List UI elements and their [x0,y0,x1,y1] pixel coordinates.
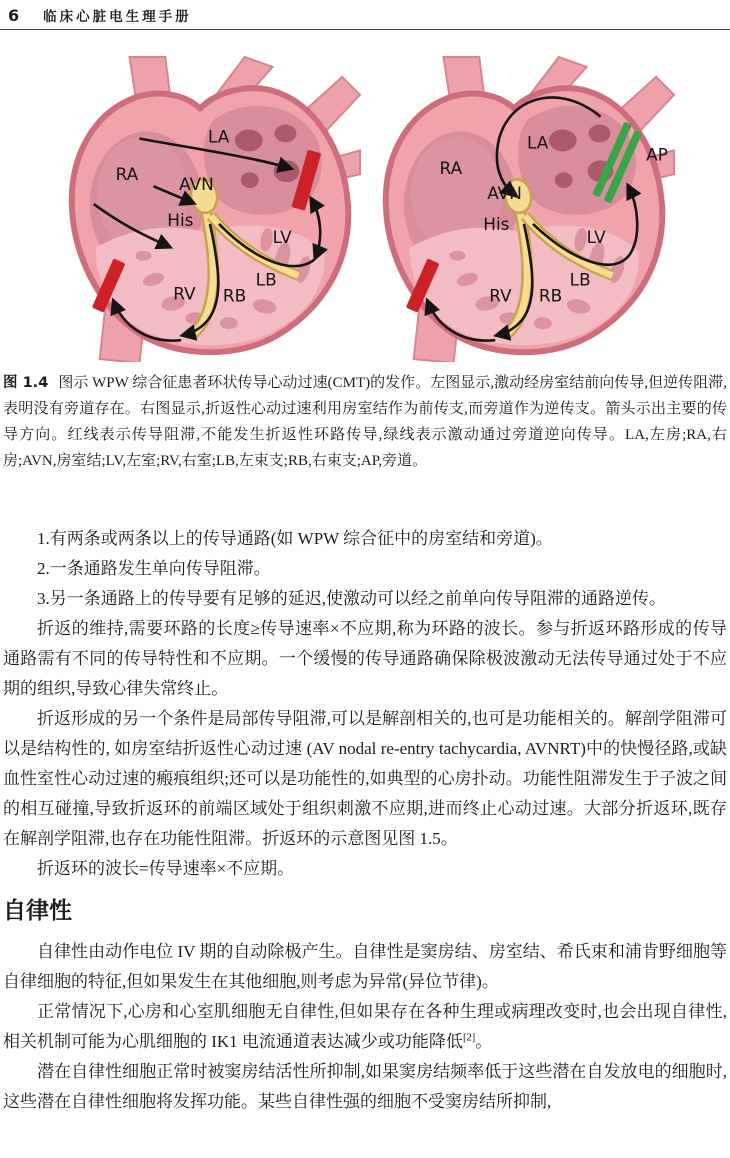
body-text [3,524,727,1117]
list-item-2: 2.一条通路发生单向传导阻滞。 [37,559,271,578]
label-lv: LV [586,226,606,247]
paragraph-automaticity-1: 自律性由动作电位 IV 期的自动除极产生。自律性是窦房结、房室结、希氏束和浦肯野细胞等自律细胞的特征,但如果发生在其他细胞,则考虑为异常(异位节律)。 [3,942,727,991]
figure-caption-label: 图 1.4 [3,375,49,391]
reference-2: [2] [462,1032,476,1044]
paragraph-automaticity-3: 潜在自律性细胞正常时被窦房结活性所抑制,如果窦房结频率低于这些潜在自发放电的细胞时,这些潜在自律性细胞将发挥功能。某些自律性强的细胞不受窦房结所抑制, [3,1062,727,1111]
label-avn: AVN [487,183,522,204]
label-ap: AP [646,144,668,165]
label-ra: RA [115,164,139,185]
paragraph-automaticity-2-text: 正常情况下,心房和心室肌细胞无自律性,但如果存在各种生理或病理改变时,也会出现自律性,相关机制可能为心肌细胞的 IK1 电流通道表达减少或功能降低 [3,1002,727,1051]
book-title: 临床心脏电生理手册 [43,9,192,24]
label-lb: LB [255,269,277,290]
label-la: LA [207,126,230,147]
paragraph-wavelength: 折返环的波长=传导速率×不应期。 [37,859,295,878]
page-number: 6 [8,6,20,25]
label-his: His [483,213,510,234]
section-heading-automaticity: 自律性 [3,898,72,924]
list-item-3: 3.另一条通路上的传导要有足够的延迟,使激动可以经之前单向传导阻滞的通路逆传。 [37,589,666,608]
label-la: LA [526,132,549,153]
list-item-1: 1.有两条或两条以上的传导通路(如 WPW 综合征中的房室结和旁道)。 [37,529,553,548]
label-rv: RV [173,283,196,304]
figure-caption [3,370,727,474]
paragraph-automaticity-2-end: 。 [475,1032,493,1051]
heart-diagram-right [368,56,676,362]
label-rv: RV [489,285,512,306]
paragraph-reentry-block: 折返形成的另一个条件是局部传导阻滞,可以是解剖相关的,也可是功能相关的。解剖学阻滞可以是结构性的, 如房室结折返性心动过速 (AV nodal re-entry tachycardia, AVNRT)中的快慢径路,或缺血性室性心动过速的瘢痕组织;还可以是功能性的,如典型的心房扑动。功能性阻滞发生于子波之间的相互碰撞,导致折返环的前端区域处于组织刺激不应期,进而终止心动过速。大部分折返环,既存在解剖学阻滞,也存在功能性阻滞。折返环的示意图见图 1.5。 [3,709,727,848]
label-lb: LB [569,269,591,290]
figure-1-4 [0,56,730,362]
paragraph-reentry-maintain: 折返的维持,需要环路的长度≥传导速率×不应期,称为环路的波长。参与折返环路形成的传导通路需有不同的传导特性和不应期。一个缓慢的传导通路确保除极波激动无法传导通过处于不应期的组织,导致心律失常终止。 [3,619,727,698]
label-rb: RB [538,285,563,306]
heart-diagram-left [54,56,362,362]
figure-caption-text: 图示 WPW 综合征患者环状传导心动过速(CMT)的发作。左图显示,激动经房室结前向传导,但逆传阻滞,表明没有旁道存在。右图显示,折返性心动过速利用房室结作为前传支,而旁道作为逆传支。箭头示出主要的传导方向。红线表示传导阻滞,不能发生折返性环路传导,绿线表示激动通过旁道逆向传导。LA,左房;RA,右房;AVN,房室结;LV,左室;RV,右室;LB,左束支;RB,右束支;AP,旁道。 [3,375,727,469]
label-his: His [167,209,194,230]
paragraph-automaticity-2 [3,997,727,1057]
label-rb: RB [222,285,247,306]
label-ra: RA [439,158,463,179]
running-head [0,0,730,30]
label-avn: AVN [179,174,214,195]
label-lv: LV [272,226,292,247]
